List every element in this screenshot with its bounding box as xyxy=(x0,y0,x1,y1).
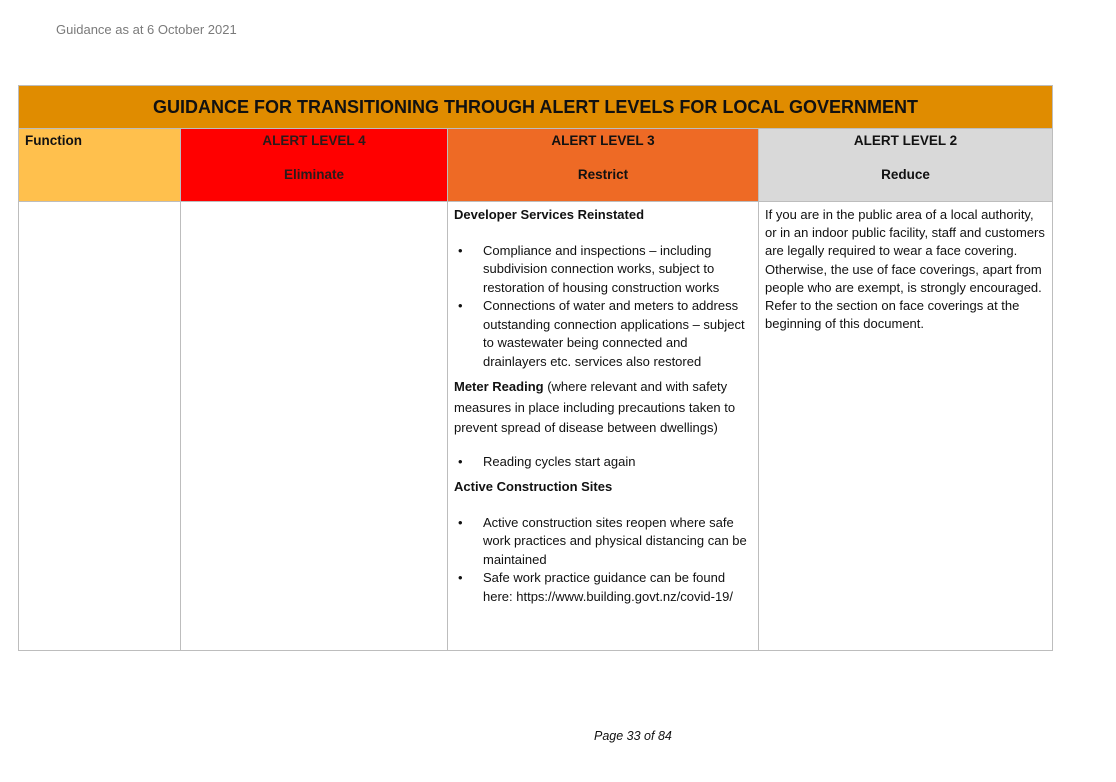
page-number: Page 33 of 84 xyxy=(594,729,672,743)
column-header-alert-level-2 xyxy=(759,129,1053,202)
meter-reading-text: (where relevant and with safety measures in place including precautions taken to prevent spread of disease between dwellings) xyxy=(454,379,736,435)
active-construction-title: Active Construction Sites xyxy=(454,479,613,494)
developer-services-list xyxy=(454,242,752,372)
table-header-row xyxy=(19,129,1053,202)
list-item: • Safe work practice guidance can be found here: https://www.building.govt.nz/covid-19/ xyxy=(454,569,752,606)
column-header-sublabel: Restrict xyxy=(577,167,629,182)
column-header-label: Function xyxy=(25,133,82,148)
page-header-date: Guidance as at 6 October 2021 xyxy=(56,22,237,37)
list-item: • Connections of water and meters to address outstanding connection applications – subject to wastewater being connected and drainlayers etc. services also restored xyxy=(454,297,752,371)
list-item: • Reading cycles start again xyxy=(454,453,752,472)
level-3-cell xyxy=(448,202,759,651)
active-construction-list xyxy=(454,514,752,607)
meter-reading-title: Meter Reading xyxy=(454,379,544,394)
column-header-alert-level-3 xyxy=(448,129,759,202)
column-header-label: ALERT LEVEL 2 xyxy=(853,133,958,148)
column-header-label: ALERT LEVEL 3 xyxy=(551,133,655,148)
column-header-label: ALERT LEVEL 4 xyxy=(262,133,366,148)
column-header-alert-level-4 xyxy=(181,129,448,202)
list-item: • Compliance and inspections – including subdivision connection works, subject to restoration of housing construction works xyxy=(454,242,752,298)
table-title: GUIDANCE FOR TRANSITIONING THROUGH ALERT LEVELS FOR LOCAL GOVERNMENT xyxy=(19,86,1053,129)
meter-reading-list xyxy=(454,453,752,472)
function-cell xyxy=(19,202,181,651)
level-2-cell xyxy=(759,202,1053,651)
list-item: • Active construction sites reopen where safe work practices and physical distancing can be maintained xyxy=(454,514,752,570)
level-4-cell xyxy=(181,202,448,651)
column-header-sublabel: Eliminate xyxy=(283,167,345,182)
table-row xyxy=(19,202,1053,651)
column-header-sublabel: Reduce xyxy=(881,167,930,182)
developer-services-title: Developer Services Reinstated xyxy=(454,207,645,222)
level-2-text: If you are in the public area of a local authority, or in an indoor public facility, staff and customers are legally required to wear a face covering. Otherwise, the use of face coverings, apart from people who are exempt, is strongly encouraged. Refer to the section on face coverings at the beginning of this document. xyxy=(765,207,1045,332)
meter-reading-paragraph xyxy=(454,377,752,439)
column-header-function xyxy=(19,129,181,202)
alert-levels-table xyxy=(18,85,1053,651)
table-title-row xyxy=(19,86,1053,129)
